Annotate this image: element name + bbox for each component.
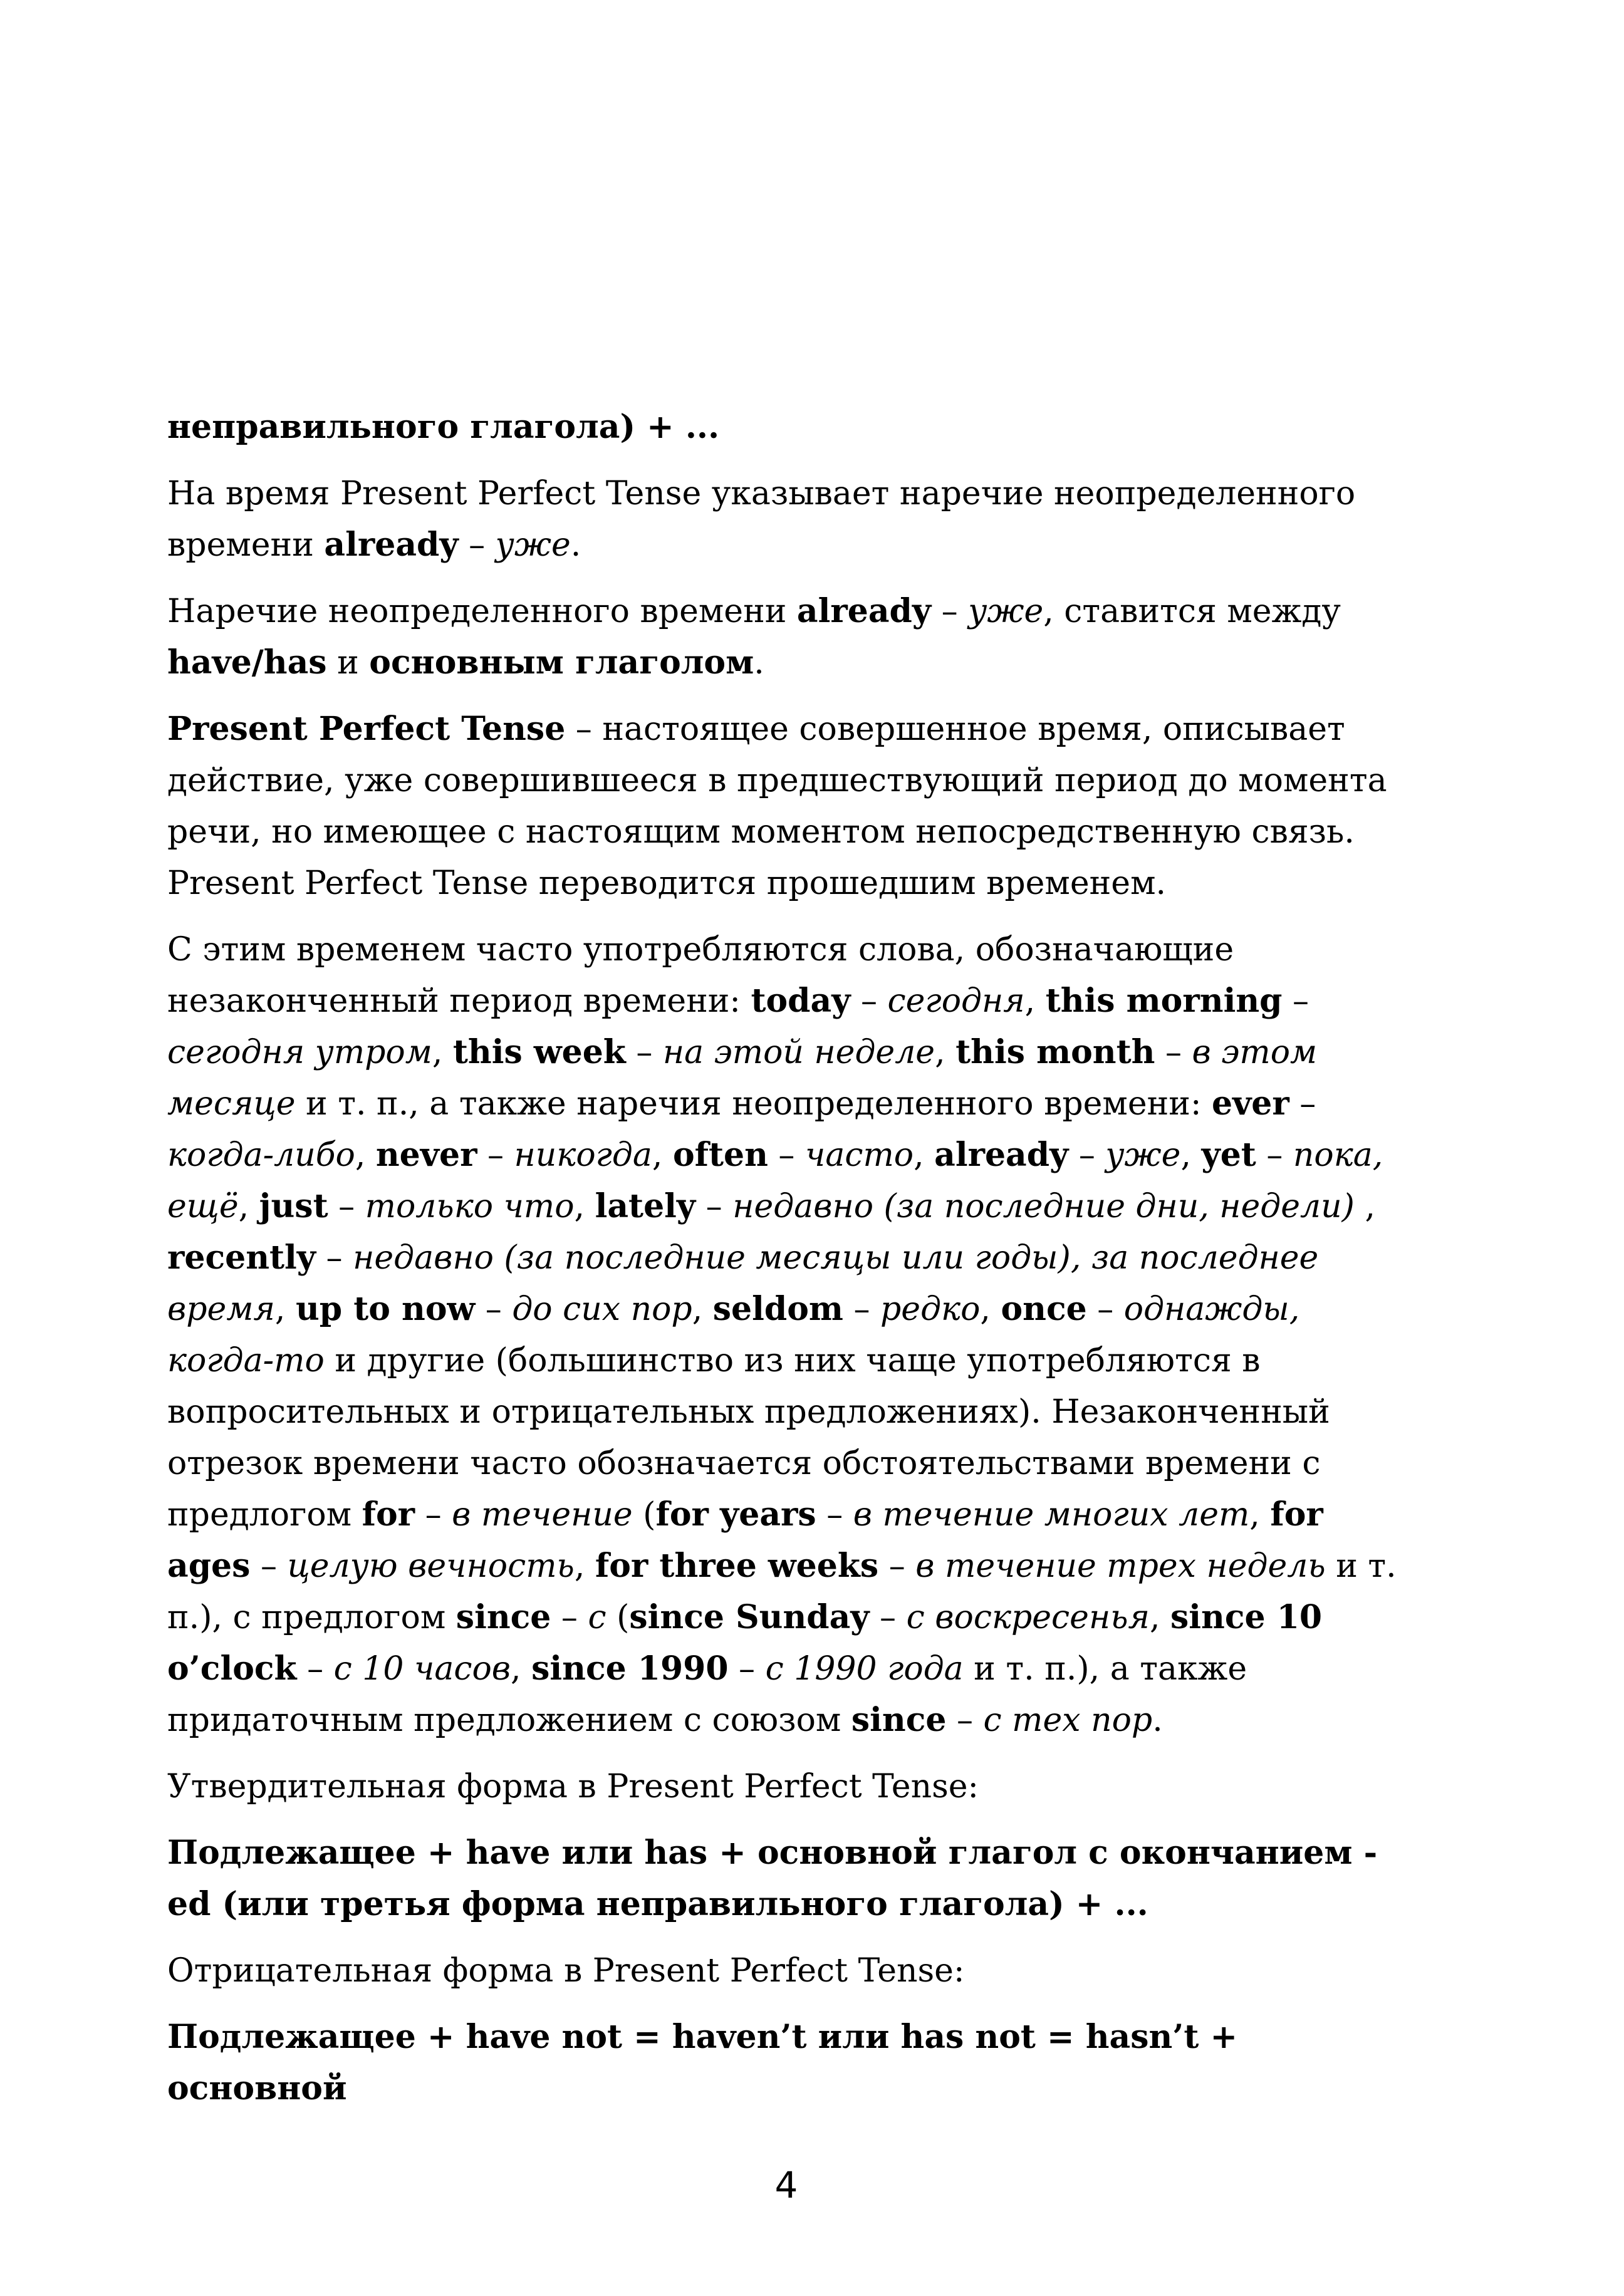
text-run: for [362, 1495, 415, 1534]
text-run: for years [655, 1495, 816, 1534]
text-run: – [931, 593, 969, 630]
text-run: ( [632, 1496, 656, 1534]
text-run: – [625, 1034, 663, 1071]
text-run: с 10 часов [333, 1650, 511, 1688]
text-run: – [843, 1291, 881, 1328]
text-run: already [796, 592, 932, 630]
text-run: – [250, 1547, 288, 1585]
text-run: сегодня утром [167, 1034, 432, 1071]
text-run: с 1990 года [765, 1650, 964, 1688]
text-run: , [432, 1034, 453, 1071]
text-run: недавно (за последние месяцы или годы), за последнее время [167, 1239, 1319, 1328]
text-run: , [511, 1650, 532, 1688]
text-run: с воскресенья [906, 1599, 1150, 1636]
text-run: have/has [167, 643, 327, 682]
text-run: – [816, 1496, 853, 1534]
text-run: Утвердительная форма в Present Perfect Tense: [167, 1768, 979, 1805]
text-run: уже [495, 526, 571, 564]
text-run: недавно (за последние дни, недели) [732, 1188, 1355, 1225]
text-run: на этой неделе [662, 1034, 935, 1071]
text-run: однажды, когда-то [167, 1291, 1300, 1379]
text-run: – [946, 1701, 984, 1739]
text-run: неправильного глагола) + ... [167, 408, 720, 446]
text-run: seldom [712, 1290, 843, 1328]
text-run: С этим временем часто употребляются слова, обозначающие незаконченный период времени: [167, 931, 1234, 1020]
text-run: Отрицательная форма в Present Perfect Tense: [167, 1952, 965, 1990]
text-run: и другие (большинство из них чаще употребляются в вопросительных и отрицательных предложениях). Незаконченный отрезок времени часто обозначается обстоятельствами времени с предлогом [167, 1342, 1330, 1534]
text-run: , [914, 1136, 935, 1174]
text-run: this morning [1045, 982, 1283, 1020]
text-run: often [672, 1136, 768, 1174]
text-run: Present Perfect Tense [167, 710, 566, 748]
text-run: основным глаголом [369, 643, 754, 682]
text-run: – [1086, 1291, 1124, 1328]
text-run: since [455, 1598, 551, 1636]
paragraph [167, 468, 1414, 571]
text-run: lately [595, 1187, 696, 1225]
text-run: – настоящее совершенное время, описывает действие, уже совершившееся в предшествующий период до момента речи, но имеющее с настоящим моментом непосредственную связь. Present Perfect Tense переводится прошедшим временем. [167, 710, 1387, 902]
text-run: в течение многих лет [853, 1496, 1250, 1534]
text-run: Наречие неопределенного времени [167, 593, 797, 630]
text-run: На время Present Perfect Tense указывает наречие неопределенного времени [167, 475, 1356, 564]
text-run: , [1354, 1188, 1375, 1225]
text-run: и [326, 644, 370, 682]
text-run: – [1256, 1136, 1293, 1174]
text-run: for three weeks [595, 1547, 879, 1585]
text-run: – [551, 1599, 588, 1636]
text-run: already [934, 1136, 1069, 1174]
text-run: – [415, 1496, 452, 1534]
text-run: сегодня [887, 982, 1025, 1020]
text-run: – [296, 1650, 334, 1688]
text-run: Подлежащее + have not = haven’t или has not = hasn’t + основной [167, 2018, 1238, 2107]
text-run: и т. п.), а также придаточным предложением с союзом [167, 1650, 1247, 1739]
paragraph [167, 586, 1414, 688]
text-run: already [324, 526, 459, 564]
text-run: – [869, 1599, 907, 1636]
text-run: , [574, 1188, 595, 1225]
text-run: с тех пор [983, 1701, 1153, 1739]
text-run: уже [968, 593, 1044, 630]
text-run: , [1180, 1136, 1202, 1174]
text-run: – [728, 1650, 766, 1688]
text-run: – [878, 1547, 916, 1585]
text-run: ever [1212, 1084, 1289, 1123]
text-block [167, 402, 1414, 2129]
text-run: , [980, 1291, 1001, 1328]
text-run: никогда [514, 1136, 652, 1174]
text-run: today [751, 982, 851, 1020]
text-run: , [238, 1188, 259, 1225]
paragraph [167, 1761, 1414, 1812]
text-run: since Sunday [629, 1598, 870, 1636]
text-run: пока, ещё [167, 1136, 1383, 1225]
text-run: только что [365, 1188, 575, 1225]
paragraph [167, 402, 1414, 453]
text-run: never [375, 1136, 477, 1174]
text-run: – [768, 1136, 805, 1174]
text-run: , [274, 1291, 296, 1328]
text-run: – [477, 1136, 514, 1174]
text-run: в течение [452, 1496, 633, 1534]
text-run: часто [804, 1136, 914, 1174]
text-run: – [1289, 1085, 1316, 1123]
text-run: , [1249, 1496, 1271, 1534]
text-run: yet [1201, 1136, 1256, 1174]
text-run: , [652, 1136, 673, 1174]
text-run: . [1152, 1701, 1163, 1739]
paragraph [167, 2012, 1414, 2114]
text-run: once [1001, 1290, 1087, 1328]
text-run: , [1024, 982, 1046, 1020]
text-run: Подлежащее + have или has + основной глагол с окончанием -ed (или третья форма неправильного глагола) + ... [167, 1834, 1378, 1923]
text-run: – [316, 1239, 353, 1277]
text-run: recently [167, 1239, 316, 1277]
text-run: up to now [295, 1290, 476, 1328]
text-run: – [1068, 1136, 1106, 1174]
text-run: – [328, 1188, 365, 1225]
paragraph [167, 1827, 1414, 1930]
text-run: уже [1105, 1136, 1181, 1174]
text-run: в течение трех недель [915, 1547, 1326, 1585]
text-run: , ставится между [1043, 593, 1341, 630]
text-run: . [570, 526, 581, 564]
text-run: since [851, 1701, 947, 1739]
text-run: и т. п.), с предлогом [167, 1547, 1397, 1636]
text-run: редко [880, 1291, 981, 1328]
text-run: до сих пор [512, 1291, 692, 1328]
text-run: for ages [167, 1495, 1323, 1585]
text-run: , [574, 1547, 595, 1585]
text-run: – [850, 982, 888, 1020]
text-run: в этом месяце [167, 1034, 1318, 1123]
paragraph [167, 924, 1414, 1746]
text-run: – [695, 1188, 733, 1225]
paragraph [167, 704, 1414, 909]
text-run: this month [955, 1033, 1155, 1071]
text-run: this week [452, 1033, 626, 1071]
text-run: и т. п., а также наречия неопределенного времени: [295, 1085, 1212, 1123]
text-run: , [1149, 1599, 1171, 1636]
text-run: целую вечность [287, 1547, 575, 1585]
text-run: с [588, 1599, 606, 1636]
text-run: , [355, 1136, 376, 1174]
text-run: . [754, 644, 764, 682]
text-run: since 10 o’clock [167, 1598, 1323, 1688]
text-run: ( [606, 1599, 630, 1636]
text-run: когда-либо [167, 1136, 355, 1174]
text-run: , [692, 1291, 713, 1328]
text-run: – [1155, 1034, 1192, 1071]
text-run: – [458, 526, 496, 564]
text-run: just [259, 1187, 328, 1225]
text-run: – [475, 1291, 513, 1328]
page-number: 4 [774, 2164, 798, 2206]
text-run: – [1282, 982, 1309, 1020]
text-run: since 1990 [531, 1649, 729, 1688]
text-run: , [935, 1034, 956, 1071]
paragraph [167, 1945, 1414, 1997]
